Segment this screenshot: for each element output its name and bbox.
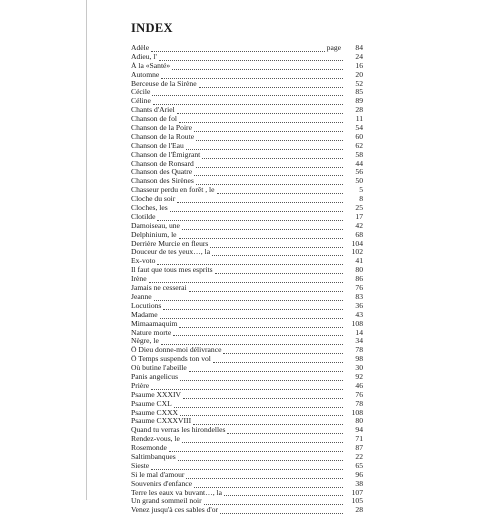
entry-title: Jeanne [131,292,152,301]
entry-page-number: 94 [355,426,363,435]
entry-page-number: 28 [355,506,363,515]
entry-title: Saltimbanques [131,452,176,461]
entry-title: Irène [131,275,147,284]
entry-page-number: 16 [355,61,363,70]
entry-page-number: 102 [351,248,363,257]
entry-page-number: 84 [355,44,363,52]
dot-leader [189,285,343,292]
dot-leader [179,321,343,328]
index-entry [131,311,363,320]
index-entry [131,88,363,97]
index-entry [131,506,363,515]
index-entry [131,373,363,382]
entry-title: Chanson de l'Eau [131,141,184,150]
entry-title: Souvenirs d'enfance [131,479,193,488]
dot-leader [227,427,343,434]
entry-page-number: 108 [351,408,363,417]
index-entry [131,97,363,106]
index-entry [131,444,363,453]
entry-page-number: 22 [355,452,363,461]
dot-leader [161,72,343,79]
entry-title: Chanson de l'Émigrant [131,150,201,159]
dot-leader [199,81,343,88]
index-entry [131,355,363,364]
page-title: INDEX [131,21,173,35]
index-entry [131,275,363,284]
entry-title: Clotilde [131,212,156,221]
dot-leader [174,401,343,408]
entry-title: Ô Temps suspends ton vol [131,355,211,364]
entry-page-number: 11 [355,115,363,124]
entry-page-number: 80 [355,266,363,275]
entry-page-number: 46 [355,381,363,390]
dot-leader [173,329,343,336]
dot-leader [196,161,343,168]
dot-leader [194,481,343,488]
entry-page-number: 5 [359,186,363,195]
entry-title: Chanson de la Poire [131,124,192,133]
entry-title: Rendez-vous, le [131,435,180,444]
index-entry [131,471,363,480]
entry-page-number: 89 [355,97,363,106]
index-entry [131,186,363,195]
entry-page-number: 92 [355,372,363,381]
dot-leader [161,338,343,345]
index-entry [131,213,363,222]
entry-page-number: 78 [355,399,363,408]
index-entry [131,142,363,151]
entry-page-number: 56 [355,168,363,177]
entry-title: Mimaamaquim [131,319,178,328]
entry-page-number: 43 [355,310,363,319]
entry-title: Locutions [131,301,162,310]
index-entry [131,409,363,418]
dot-leader [152,89,343,96]
index-entry [131,364,363,373]
dot-leader [180,374,343,381]
dot-leader [163,303,343,310]
entry-title: Jamais ne cesserai [131,284,187,293]
entry-title: Psaume XXXIV [131,390,181,399]
dot-leader [189,365,343,372]
entry-title: Nègre, le [131,337,159,346]
entry-page-number: 42 [355,221,363,230]
index-entry [131,231,363,240]
index-entry [131,106,363,115]
entry-page-number: 98 [355,355,363,364]
index-entry [131,204,363,213]
dot-leader [177,196,343,203]
dot-leader [196,134,343,141]
entry-page-number: 8 [359,195,363,204]
entry-page-number: 86 [355,275,363,284]
entry-page-number: 107 [351,488,363,497]
entry-title: Chasseur perdu en forêt , le [131,186,215,195]
entry-title: Quand tu verras les hirondelles [131,426,226,435]
entry-title: Automne [131,70,160,79]
index-entry [131,71,363,80]
entry-page-number: 17 [355,212,363,221]
entry-title: Cloche du soir [131,195,176,204]
entry-page-number: 34 [355,337,363,346]
dot-leader [153,98,343,105]
dot-leader [182,223,343,230]
entry-page-number: 62 [355,141,363,150]
index-entry [131,257,363,266]
dot-leader [210,241,343,248]
dot-leader [170,205,343,212]
entry-title: Psaume CXL [131,399,172,408]
index-entry [131,168,363,177]
dot-leader [177,107,343,114]
index-entry [131,266,363,275]
dot-leader [194,125,343,132]
index-entry [131,453,363,462]
index-entry [131,417,363,426]
entry-title: Prière [131,381,150,390]
entry-page-number: 54 [355,124,363,133]
dot-leader [151,45,325,52]
dot-leader [182,436,343,443]
entry-title: Venez jusqu'à ces sables d'or [131,506,219,515]
entry-title: Où butine l'abeille [131,364,187,373]
dot-leader [160,312,343,319]
index-entry [131,382,363,391]
index-entry [131,160,363,169]
entry-title: Adieu, l' [131,52,157,61]
index-entry [131,44,363,53]
page-edge-rule [86,0,87,500]
dot-leader [179,232,343,239]
dot-leader [159,54,343,61]
index-entry [131,53,363,62]
entry-page-number: 24 [355,52,363,61]
entry-title: Damoiseau, une [131,221,180,230]
dot-leader [213,356,343,363]
entry-page-number: 76 [355,390,363,399]
entry-page-number: 28 [355,106,363,115]
entry-title: Ô Dieu donne-moi délivrance [131,346,222,355]
dot-leader [186,143,343,150]
index-entry [131,462,363,471]
dot-leader [215,267,343,274]
entry-page-number: 96 [355,470,363,479]
index-entry [131,284,363,293]
entry-page-number: 108 [351,319,363,328]
entry-title: Il faut que tous mes esprits [131,266,213,275]
entry-page-number: 20 [355,70,363,79]
entry-title: Nature morte [131,328,172,337]
entry-title: À la «Santé» [131,61,171,70]
entry-page-number: 105 [351,497,363,506]
index-entry [131,400,363,409]
index-entry [131,80,363,89]
entry-title: Ex-voto [131,257,156,266]
entry-page-number: 36 [355,301,363,310]
dot-leader [157,214,343,221]
index-entry [131,497,363,506]
index-entry [131,293,363,302]
entry-title: Chanson de fol [131,115,177,124]
dot-leader [204,498,343,505]
entry-title: Si le mal d'amour [131,470,185,479]
dot-leader [179,116,343,123]
entry-title: Douceur de tes yeux…, la [131,248,211,257]
dot-leader [178,454,343,461]
index-entry [131,222,363,231]
entry-page-number: 50 [355,177,363,186]
entry-title: Terre les eaux va buvant…, la [131,488,222,497]
index-entry [131,391,363,400]
dot-leader [194,169,343,176]
entry-page-number: 44 [355,159,363,168]
index-entry [131,133,363,142]
entry-page-number: 78 [355,346,363,355]
dot-leader [196,178,343,185]
entry-page-number: 38 [355,479,363,488]
entry-page-number: 71 [355,435,363,444]
entry-page-number: 85 [355,88,363,97]
entry-title: Cécile [131,88,151,97]
index-entry [131,115,363,124]
entry-title: Berceuse de la Sirène [131,79,197,88]
entry-title: Psaume CXXX [131,408,179,417]
entry-title: Chanson des Sirènes [131,177,194,186]
entry-title: Rosemonde [131,444,167,453]
index-entry [131,426,363,435]
index-entry [131,195,363,204]
dot-leader [220,507,343,514]
entry-title: Sieste [131,461,150,470]
dot-leader [154,294,343,301]
entry-page-number: 58 [355,150,363,159]
dot-leader [186,472,343,479]
index-entry [131,320,363,329]
index-entry [131,489,363,498]
index-entry [131,346,363,355]
dot-leader [183,392,343,399]
dot-leader [151,463,343,470]
dot-leader [172,63,343,70]
entry-page-number: 104 [351,239,363,248]
index-entry [131,480,363,489]
entry-page-number: 65 [355,461,363,470]
index-entry [131,435,363,444]
dot-leader [212,249,343,256]
entry-title: Cloches, les [131,204,168,213]
entry-title: Adèle [131,44,150,52]
dot-leader [202,152,343,159]
index-entry [131,329,363,338]
index-list [131,44,363,515]
entry-page-number: 76 [355,284,363,293]
entry-title: Panis angelicus [131,372,179,381]
dot-leader [217,187,343,194]
index-entry [131,124,363,133]
entry-title: Un grand sommeil noir [131,497,202,506]
entry-page-number: 68 [355,230,363,239]
entry-page-number: 14 [355,328,363,337]
index-entry [131,151,363,160]
entry-page-number: 80 [355,417,363,426]
entry-title: Derrière Murcie en fleurs [131,239,209,248]
entry-title: Madame [131,310,158,319]
entry-title: Chants d'Ariel [131,106,175,115]
index-entry [131,302,363,311]
entry-title: Chanson de la Route [131,132,195,141]
index-entry [131,177,363,186]
index-entry [131,62,363,71]
page-word-label: page [326,44,341,52]
dot-leader [193,418,343,425]
entry-page-number: 30 [355,364,363,373]
entry-title: Delphinium, le [131,230,177,239]
entry-title: Psaume CXXXVIII [131,417,192,426]
entry-page-number: 25 [355,204,363,213]
entry-title: Céline [131,97,151,106]
dot-leader [151,383,343,390]
entry-page-number: 60 [355,132,363,141]
dot-leader [157,258,343,265]
dot-leader [223,347,343,354]
dot-leader [180,409,343,416]
entry-title: Chanson des Quatre [131,168,193,177]
entry-title: Chanson de Ronsard [131,159,194,168]
entry-page-number: 83 [355,292,363,301]
index-entry [131,240,363,249]
entry-page-number: 52 [355,79,363,88]
index-entry [131,248,363,257]
dot-leader [169,445,343,452]
entry-page-number: 87 [355,444,363,453]
entry-page-number: 41 [355,257,363,266]
dot-leader [224,489,343,496]
index-entry [131,337,363,346]
dot-leader [149,276,343,283]
